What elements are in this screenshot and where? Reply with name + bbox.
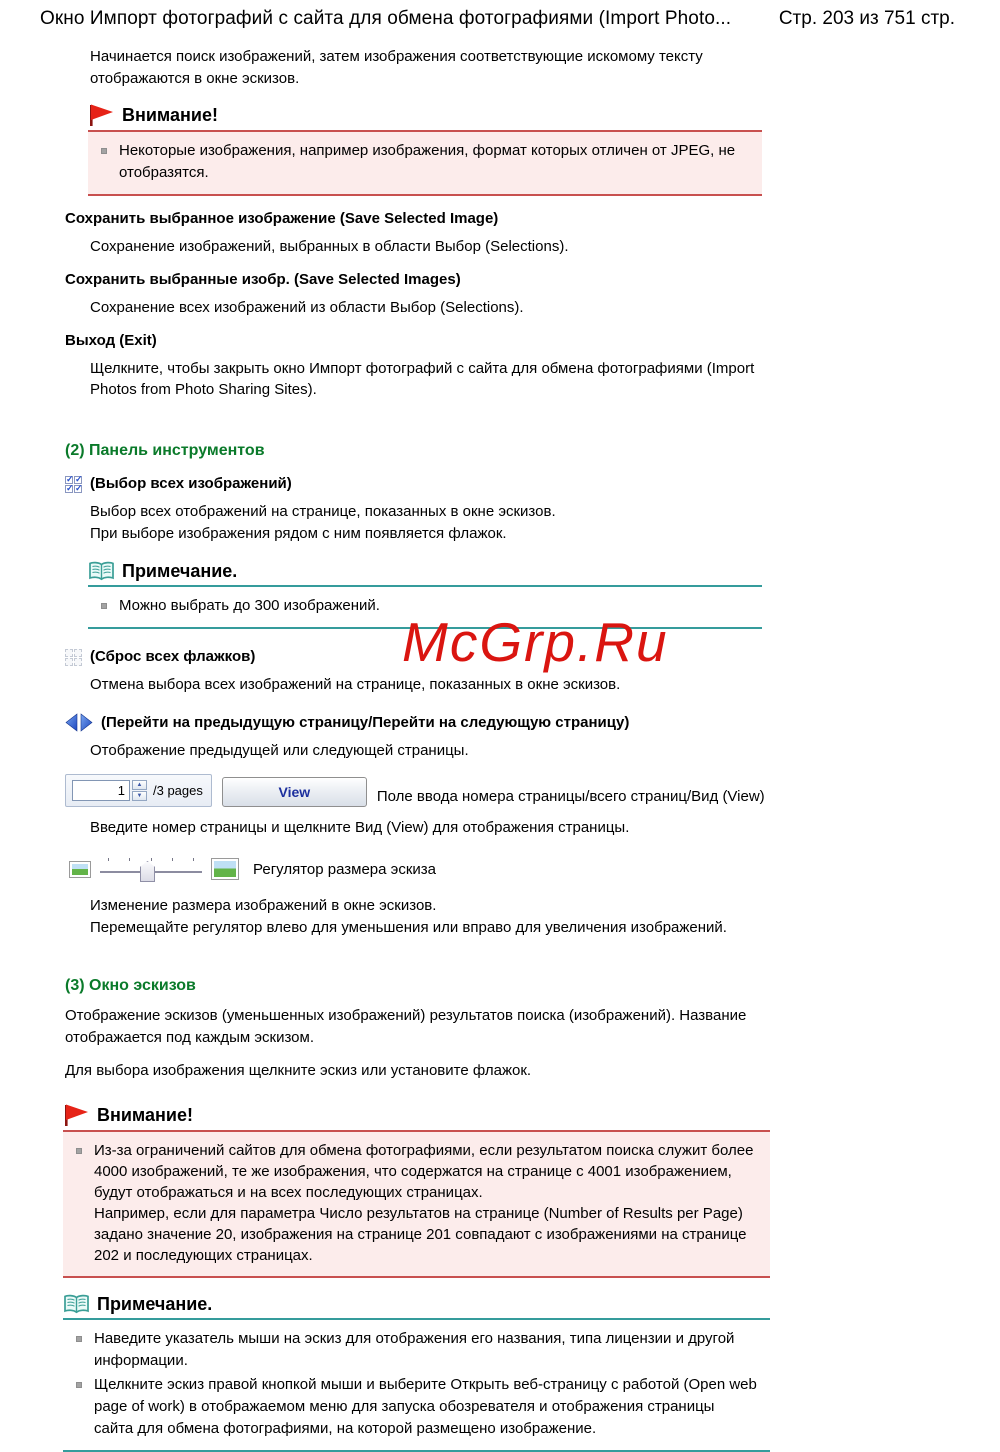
page-number-input[interactable] — [72, 780, 130, 801]
warning2-line1: Из-за ограничений сайтов для обмена фотографиями, если результатом поиска служит более 4000 изображений, те же изображения, что содержатся на странице с 4001 изображением, будут отображаться и на всех последующих страницах. — [94, 1142, 754, 1201]
section-3-desc1: Отображение эскизов (уменьшенных изображений) результатов поиска (изображений). Название отображается под каждым эскизом. — [65, 1007, 747, 1046]
square-bullet-icon — [76, 1382, 82, 1388]
warning-item — [101, 140, 749, 184]
clear-all-desc: Отмена выбора всех изображений на странице, показанных в окне эскизов. — [90, 676, 621, 693]
warning-item-text: Некоторые изображения, например изображения, формат которых отличен от JPEG, не отобразятся. — [119, 142, 736, 181]
note-label: Примечание. — [97, 1294, 213, 1314]
page-number: Стр. 203 из 751 стр. — [778, 8, 955, 29]
square-bullet-icon — [101, 148, 107, 154]
page-nav-desc: Отображение предыдущей или следующей страницы. — [90, 742, 469, 759]
page-number-spinner — [132, 780, 147, 801]
slider-track[interactable] — [100, 856, 202, 882]
warning-label: Внимание! — [122, 104, 218, 125]
term-desc: Щелкните, чтобы закрыть окно Импорт фотографий с сайта для обмена фотографиями (Import Photos from Photo Sharing Sites). — [90, 360, 755, 398]
select-all-images-icon[interactable] — [65, 476, 82, 493]
warning-item — [76, 1140, 757, 1266]
warning-item-text — [94, 1140, 757, 1266]
page-nav-row — [65, 713, 770, 732]
note-item-text: Щелкните эскиз правой кнопкой мыши и выберите Открыть веб-страницу с работой (Open web page of work) в отображаемом меню для запуска обозревателя и отображения страницы сайта для обмена фотографиями, на которой размещено изображение. — [94, 1376, 757, 1437]
slider-ticks — [108, 858, 194, 861]
select-all-label: (Выбор всех изображений) — [90, 475, 292, 492]
book-icon — [63, 1294, 90, 1315]
mcgrp-watermark: McGrp.Ru — [402, 611, 669, 673]
section-2-heading: (2) Панель инструментов — [65, 442, 265, 459]
note-heading — [63, 1294, 770, 1315]
note-item — [76, 1328, 757, 1372]
slider-desc-line1: Изменение размера изображений в окне эскизов. — [90, 897, 437, 914]
slider-handle[interactable] — [140, 861, 155, 882]
select-all-desc — [90, 501, 770, 545]
note-item-text: Наведите указатель мыши на эскиз для отображения его названия, типа лицензии и другой информации. — [94, 1330, 735, 1369]
page-field-desc: Введите номер страницы и щелкните Вид (View) для отображения страницы. — [90, 819, 630, 836]
red-flag-icon — [63, 1103, 90, 1127]
clear-all-checkmarks-icon[interactable] — [65, 649, 82, 666]
small-image-icon[interactable] — [69, 861, 91, 878]
intro-paragraph: Начинается поиск изображений, затем изображения соответствующие искомому тексту отображаются в окне эскизов. — [90, 48, 703, 87]
warning-box — [88, 130, 762, 196]
warning-heading — [63, 1103, 770, 1127]
section-3-heading: (3) Окно эскизов — [65, 977, 196, 994]
term-save-selected-images: Сохранить выбранные изобр. (Save Selected Images) — [65, 271, 461, 288]
view-button[interactable]: View — [222, 777, 367, 807]
slider-desc-line2: Перемещайте регулятор влево для уменьшения или вправо для увеличения изображений. — [90, 919, 727, 936]
book-icon — [88, 561, 115, 582]
spinner-up-button[interactable]: ▲ — [132, 780, 147, 790]
warning-label: Внимание! — [97, 1104, 193, 1125]
slider-desc — [90, 895, 770, 939]
slider-label: Регулятор размера эскиза — [253, 860, 436, 878]
term-desc: Сохранение всех изображений из области Выбор (Selections). — [90, 299, 524, 316]
total-pages-label: /3 pages — [153, 783, 203, 798]
large-image-icon[interactable] — [211, 858, 239, 880]
term-save-selected-image: Сохранить выбранное изображение (Save Selected Image) — [65, 210, 499, 227]
term-exit: Выход (Exit) — [65, 332, 157, 349]
page-header — [40, 6, 955, 32]
page-title: Окно Импорт фотографий с сайта для обмена фотографиями (Import Photo... — [40, 8, 732, 29]
warning-box — [63, 1130, 770, 1278]
select-all-row — [65, 475, 770, 493]
square-bullet-icon — [76, 1148, 82, 1154]
note-item-text: Можно выбрать до 300 изображений. — [119, 597, 380, 614]
warning-heading — [88, 103, 762, 127]
page-nav-label: (Перейти на предыдущую страницу/Перейти на следующую страницу) — [101, 714, 630, 731]
section-3-desc2: Для выбора изображения щелкните эскиз или установите флажок. — [65, 1062, 532, 1079]
previous-next-page-icon[interactable] — [65, 713, 93, 732]
note-label: Примечание. — [122, 561, 238, 581]
page-field-label: Поле ввода номера страницы/всего страниц/Вид (View) — [376, 788, 765, 805]
page-number-panel — [65, 774, 212, 807]
note-box — [63, 1318, 770, 1452]
select-all-desc-line1: Выбор всех отображений на странице, показанных в окне эскизов. — [90, 503, 556, 520]
clear-all-label: (Сброс всех флажков) — [90, 648, 256, 665]
square-bullet-icon — [76, 1336, 82, 1342]
select-all-desc-line2: При выборе изображения рядом с ним появляется флажок. — [90, 525, 507, 542]
thumbnail-size-slider — [65, 853, 243, 885]
page-field-row — [65, 774, 770, 807]
note-item — [76, 1374, 757, 1440]
term-desc: Сохранение изображений, выбранных в области Выбор (Selections). — [90, 238, 569, 255]
warning2-line2: Например, если для параметра Число результатов на странице (Number of Results per Page) задано значение 20, изображения на странице 201 совпадают с изображениями на странице 202 и последующих страницах. — [94, 1205, 747, 1264]
red-flag-icon — [88, 103, 115, 127]
spinner-down-button[interactable]: ▼ — [132, 791, 147, 801]
slider-row — [65, 853, 770, 885]
note-heading — [88, 561, 762, 582]
square-bullet-icon — [101, 603, 107, 609]
